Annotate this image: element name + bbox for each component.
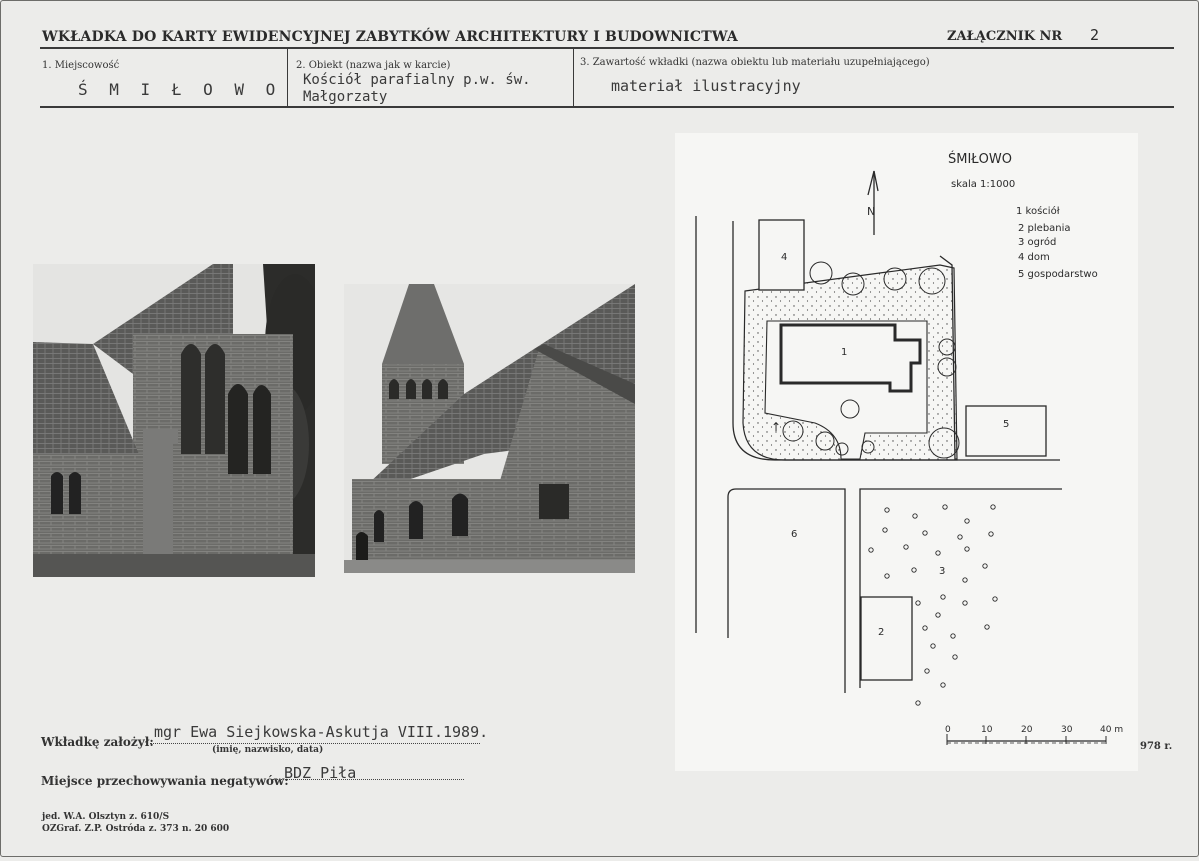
rectory-number: 2 (878, 627, 885, 638)
church-photo-right (344, 284, 635, 573)
plot-six-number: 6 (791, 529, 798, 540)
scale-tick: 20 (1021, 725, 1033, 735)
church-number: 1 (841, 347, 848, 358)
fields-rule (40, 106, 1174, 108)
garden-number: 3 (939, 566, 946, 577)
map-title: ŚMIŁOWO (948, 152, 1012, 167)
field-divider (287, 49, 288, 107)
author-label: Wkładkę założył: (41, 735, 154, 749)
legend-item: 1 kościół (1016, 206, 1060, 217)
annex-label: ZAŁĄCZNIK NR (947, 29, 1063, 44)
content-value: materiał ilustracyjny (611, 77, 801, 95)
legend-item: 4 dom (1018, 252, 1050, 263)
site-plan (675, 133, 1138, 771)
site-plan-drawing (675, 133, 1138, 771)
header-rule (40, 47, 1174, 49)
legend-item: 3 ogród (1018, 237, 1057, 248)
print-info-1: jed. W.A. Olsztyn z. 610/S (42, 812, 170, 822)
scale-bar (945, 725, 1123, 745)
place-label: 1. Miejscowość (42, 60, 120, 71)
north-label: N (867, 205, 876, 218)
map-legend (1016, 205, 1098, 280)
farm-number: 5 (1003, 419, 1010, 430)
object-label: 2. Obiekt (nazwa jak w karcie) (296, 60, 451, 71)
svg-text:↑: ↑ (771, 420, 782, 434)
annex-number: 2 (1090, 26, 1100, 44)
north-arrow-icon (868, 171, 878, 235)
scale-tick: 0 (945, 725, 951, 735)
scale-tick: 30 (1061, 725, 1073, 735)
scale-tick: 10 (981, 725, 993, 735)
form-title: WKŁADKA DO KARTY EWIDENCYJNEJ ZABYTKÓW ARCHITEKTURY I BUDOWNICTWA (42, 29, 738, 45)
map-scale: skala 1:1000 (951, 179, 1016, 190)
storage-label: Miejsce przechowywania negatywów: (41, 774, 289, 788)
author-line (150, 743, 480, 744)
legend-item: 2 plebania (1018, 223, 1071, 234)
year-fragment: 978 r. (1140, 741, 1173, 752)
place-value: Ś M I Ł O W O (78, 80, 282, 99)
content-label: 3. Zawartość wkładki (nazwa obiektu lub materiału uzupełniającego) (580, 57, 930, 68)
storage-line (272, 779, 464, 780)
field-divider (573, 49, 574, 107)
storage-value: BDZ Piła (284, 764, 357, 782)
legend-item: 5 gospodarstwo (1018, 269, 1098, 280)
author-value: mgr Ewa Siejkowska-Askutja VIII.1989. (154, 723, 489, 741)
house-number: 4 (781, 252, 788, 263)
object-value: Kościół parafialny p.w. św. Małgorzaty (303, 72, 531, 105)
author-hint: (imię, nazwisko, data) (212, 745, 324, 755)
print-info-2: OZGraf. Z.P. Ostróda z. 373 n. 20 600 (42, 824, 230, 834)
scale-tick: 40 m (1100, 725, 1124, 735)
church-photo-left (33, 264, 315, 577)
